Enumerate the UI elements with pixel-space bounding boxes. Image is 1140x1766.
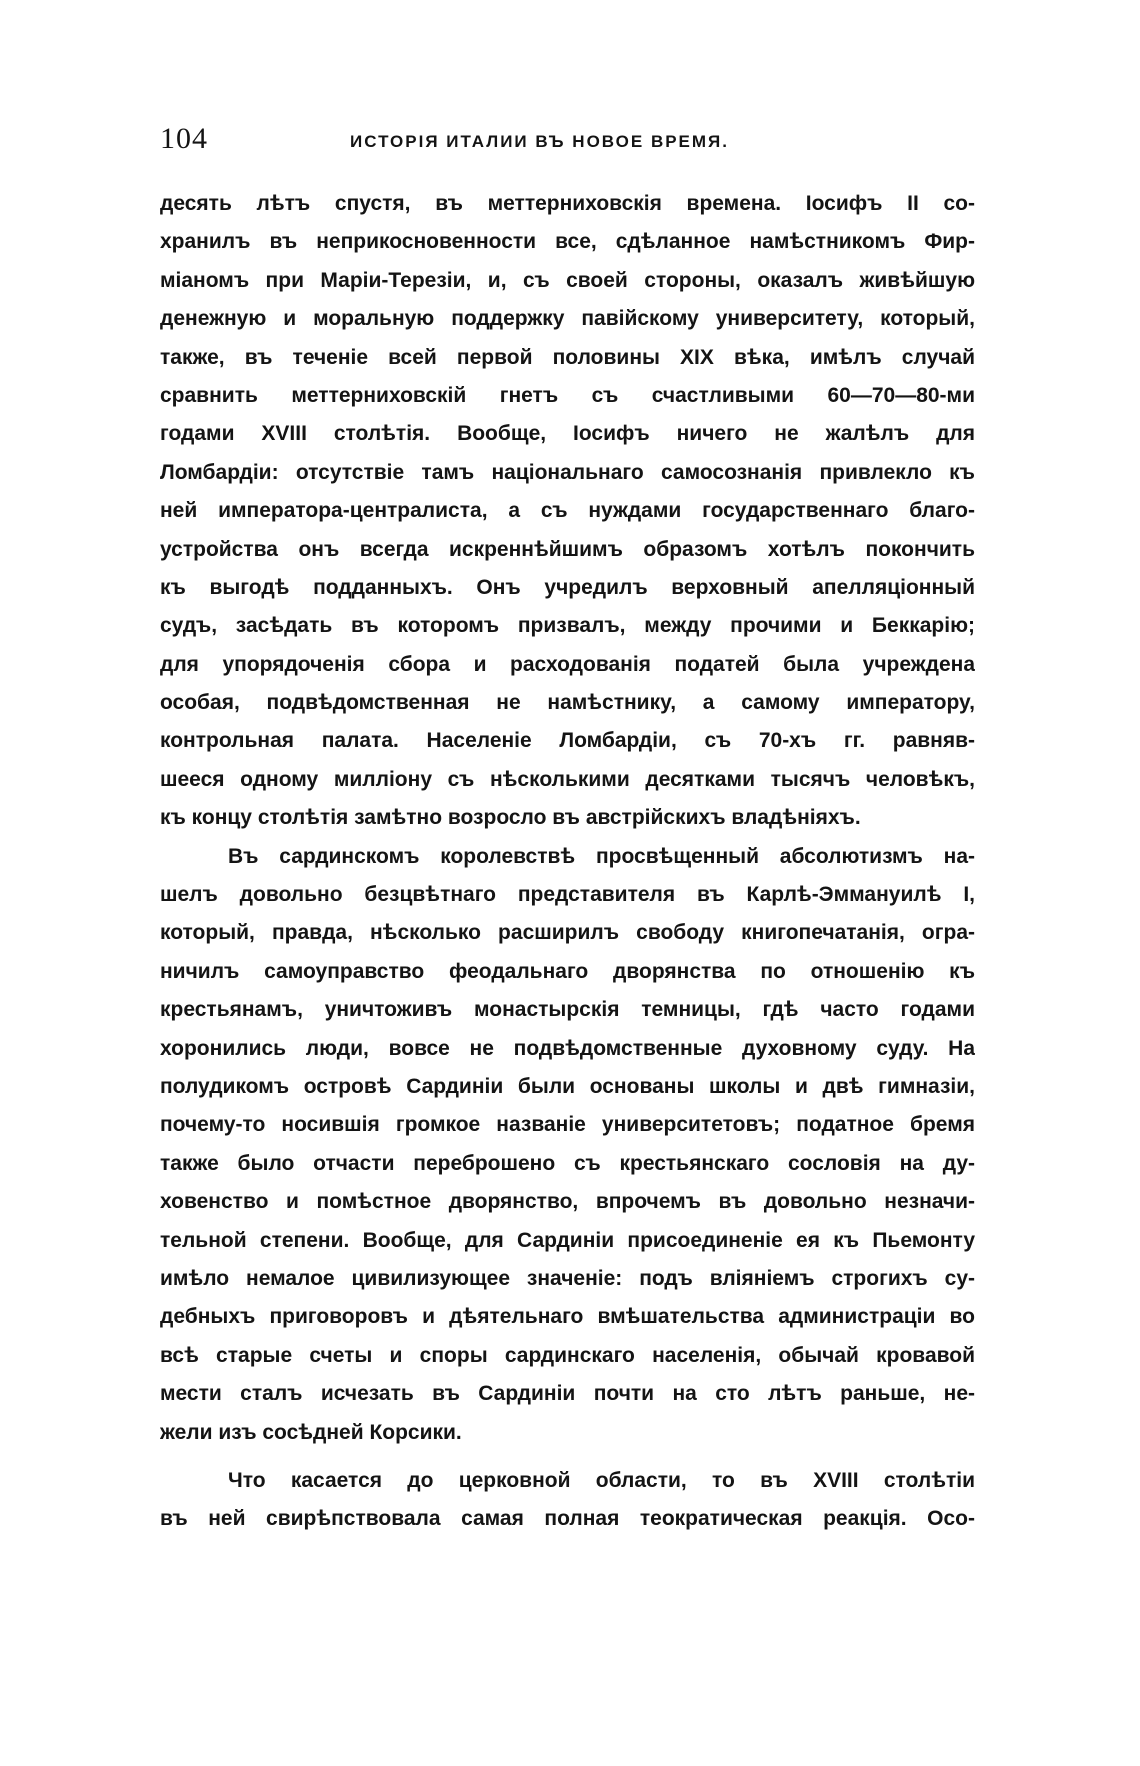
text-line: всѣ старые счеты и споры сардинскаго населенія, обычай кровавой [160, 1343, 975, 1367]
text-line: Ломбардіи: отсутствіе тамъ національнаго самосознанія привлекло къ [160, 460, 975, 484]
text-line: ничилъ самоуправство феодальнаго дворянства по отношенію къ [160, 959, 975, 983]
paragraph-gap [160, 1452, 975, 1462]
text-line: жели изъ сосѣдней Корсики. [160, 1420, 462, 1444]
text-line: шееся одному милліону съ нѣсколькими десятками тысячъ человѣкъ, [160, 767, 975, 791]
text-line: полудикомъ островѣ Сардиніи были основаны школы и двѣ гимназіи, [160, 1074, 975, 1098]
paragraph-1 [160, 185, 975, 838]
text-line: десять лѣтъ спустя, въ меттерниховскія времена. Іосифъ II со- [160, 192, 975, 215]
text-line: дебныхъ приговоровъ и дѣятельнаго вмѣшательства администраціи во [160, 1305, 975, 1329]
text-line: мести сталъ исчезать въ Сардиніи почти на сто лѣтъ раньше, не- [160, 1382, 975, 1406]
text-line: Въ сардинскомъ королевствѣ просвѣщенный абсолютизмъ на- [228, 844, 975, 868]
text-line: хранилъ въ неприкосновенности все, сдѣланное намѣстникомъ Фир- [160, 230, 975, 254]
text-line: тельной степени. Вообще, для Сардиніи присоединеніе ея къ Пьемонту [160, 1228, 975, 1252]
text-line: ховенство и помѣстное дворянство, впрочемъ въ довольно незначи- [160, 1190, 975, 1214]
text-line: также было отчасти переброшено съ крестьянскаго сословія на ду- [160, 1151, 975, 1175]
text-line: къ выгодѣ подданныхъ. Онъ учредилъ верховный апелляціонный [160, 575, 975, 599]
body-text [160, 185, 975, 1539]
text-line: хоронились люди, вовсе не подвѣдомственные духовному суду. На [160, 1036, 975, 1060]
text-line: который, правда, нѣсколько расширилъ свободу книгопечатанія, огра- [160, 921, 975, 945]
text-line: особая, подвѣдомственная не намѣстнику, а самому императору, [160, 691, 975, 715]
page-number: 104 [160, 122, 208, 155]
text-line: годами XVIII столѣтія. Вообще, Іосифъ ничего не жалѣлъ для [160, 422, 975, 446]
text-line: крестьянамъ, уничтоживъ монастырскія темницы, гдѣ часто годами [160, 998, 975, 1022]
text-line: шелъ довольно безцвѣтнаго представителя въ Карлѣ-Эммануилѣ I, [160, 883, 975, 907]
text-line: для упорядоченія сбора и расходованія податей была учреждена [160, 652, 975, 676]
text-line: имѣло немалое цивилизующее значеніе: подъ вліяніемъ строгихъ су- [160, 1266, 975, 1290]
running-title: ИСТОРІЯ ИТАЛИИ ВЪ НОВОЕ ВРЕМЯ. [350, 132, 729, 151]
text-line: міаномъ при Маріи-Терезіи, и, съ своей стороны, оказалъ живѣйшую [160, 268, 975, 292]
paragraph-3 [160, 1462, 975, 1539]
text-line: судъ, засѣдать въ которомъ призвалъ, между прочими и Беккарію; [160, 614, 975, 638]
text-line: Что касается до церковной области, то въ XVIII столѣтіи [228, 1468, 975, 1492]
text-line: почему-то носившія громкое названіе университетовъ; податное бремя [160, 1113, 975, 1137]
text-line: также, въ теченіе всей первой половины XIX вѣка, имѣлъ случай [160, 345, 975, 369]
text-line: въ ней свирѣпствовала самая полная теократическая реакція. Осо- [160, 1507, 975, 1531]
text-line: ней императора-централиста, а съ нуждами государственнаго благо- [160, 499, 975, 523]
paragraph-2 [160, 838, 975, 1452]
page-header [160, 122, 980, 162]
text-line: сравнить меттерниховскій гнетъ съ счастливыми 60—70—80-ми [160, 383, 975, 407]
text-line: къ концу столѣтія замѣтно возросло въ австрійскихъ владѣніяхъ. [160, 806, 861, 830]
text-line: денежную и моральную поддержку павійскому университету, который, [160, 307, 975, 331]
text-line: контрольная палата. Населеніе Ломбардіи, съ 70-хъ гг. равняв- [160, 729, 975, 753]
text-line: устройства онъ всегда искреннѣйшимъ образомъ хотѣлъ покончить [160, 537, 975, 561]
